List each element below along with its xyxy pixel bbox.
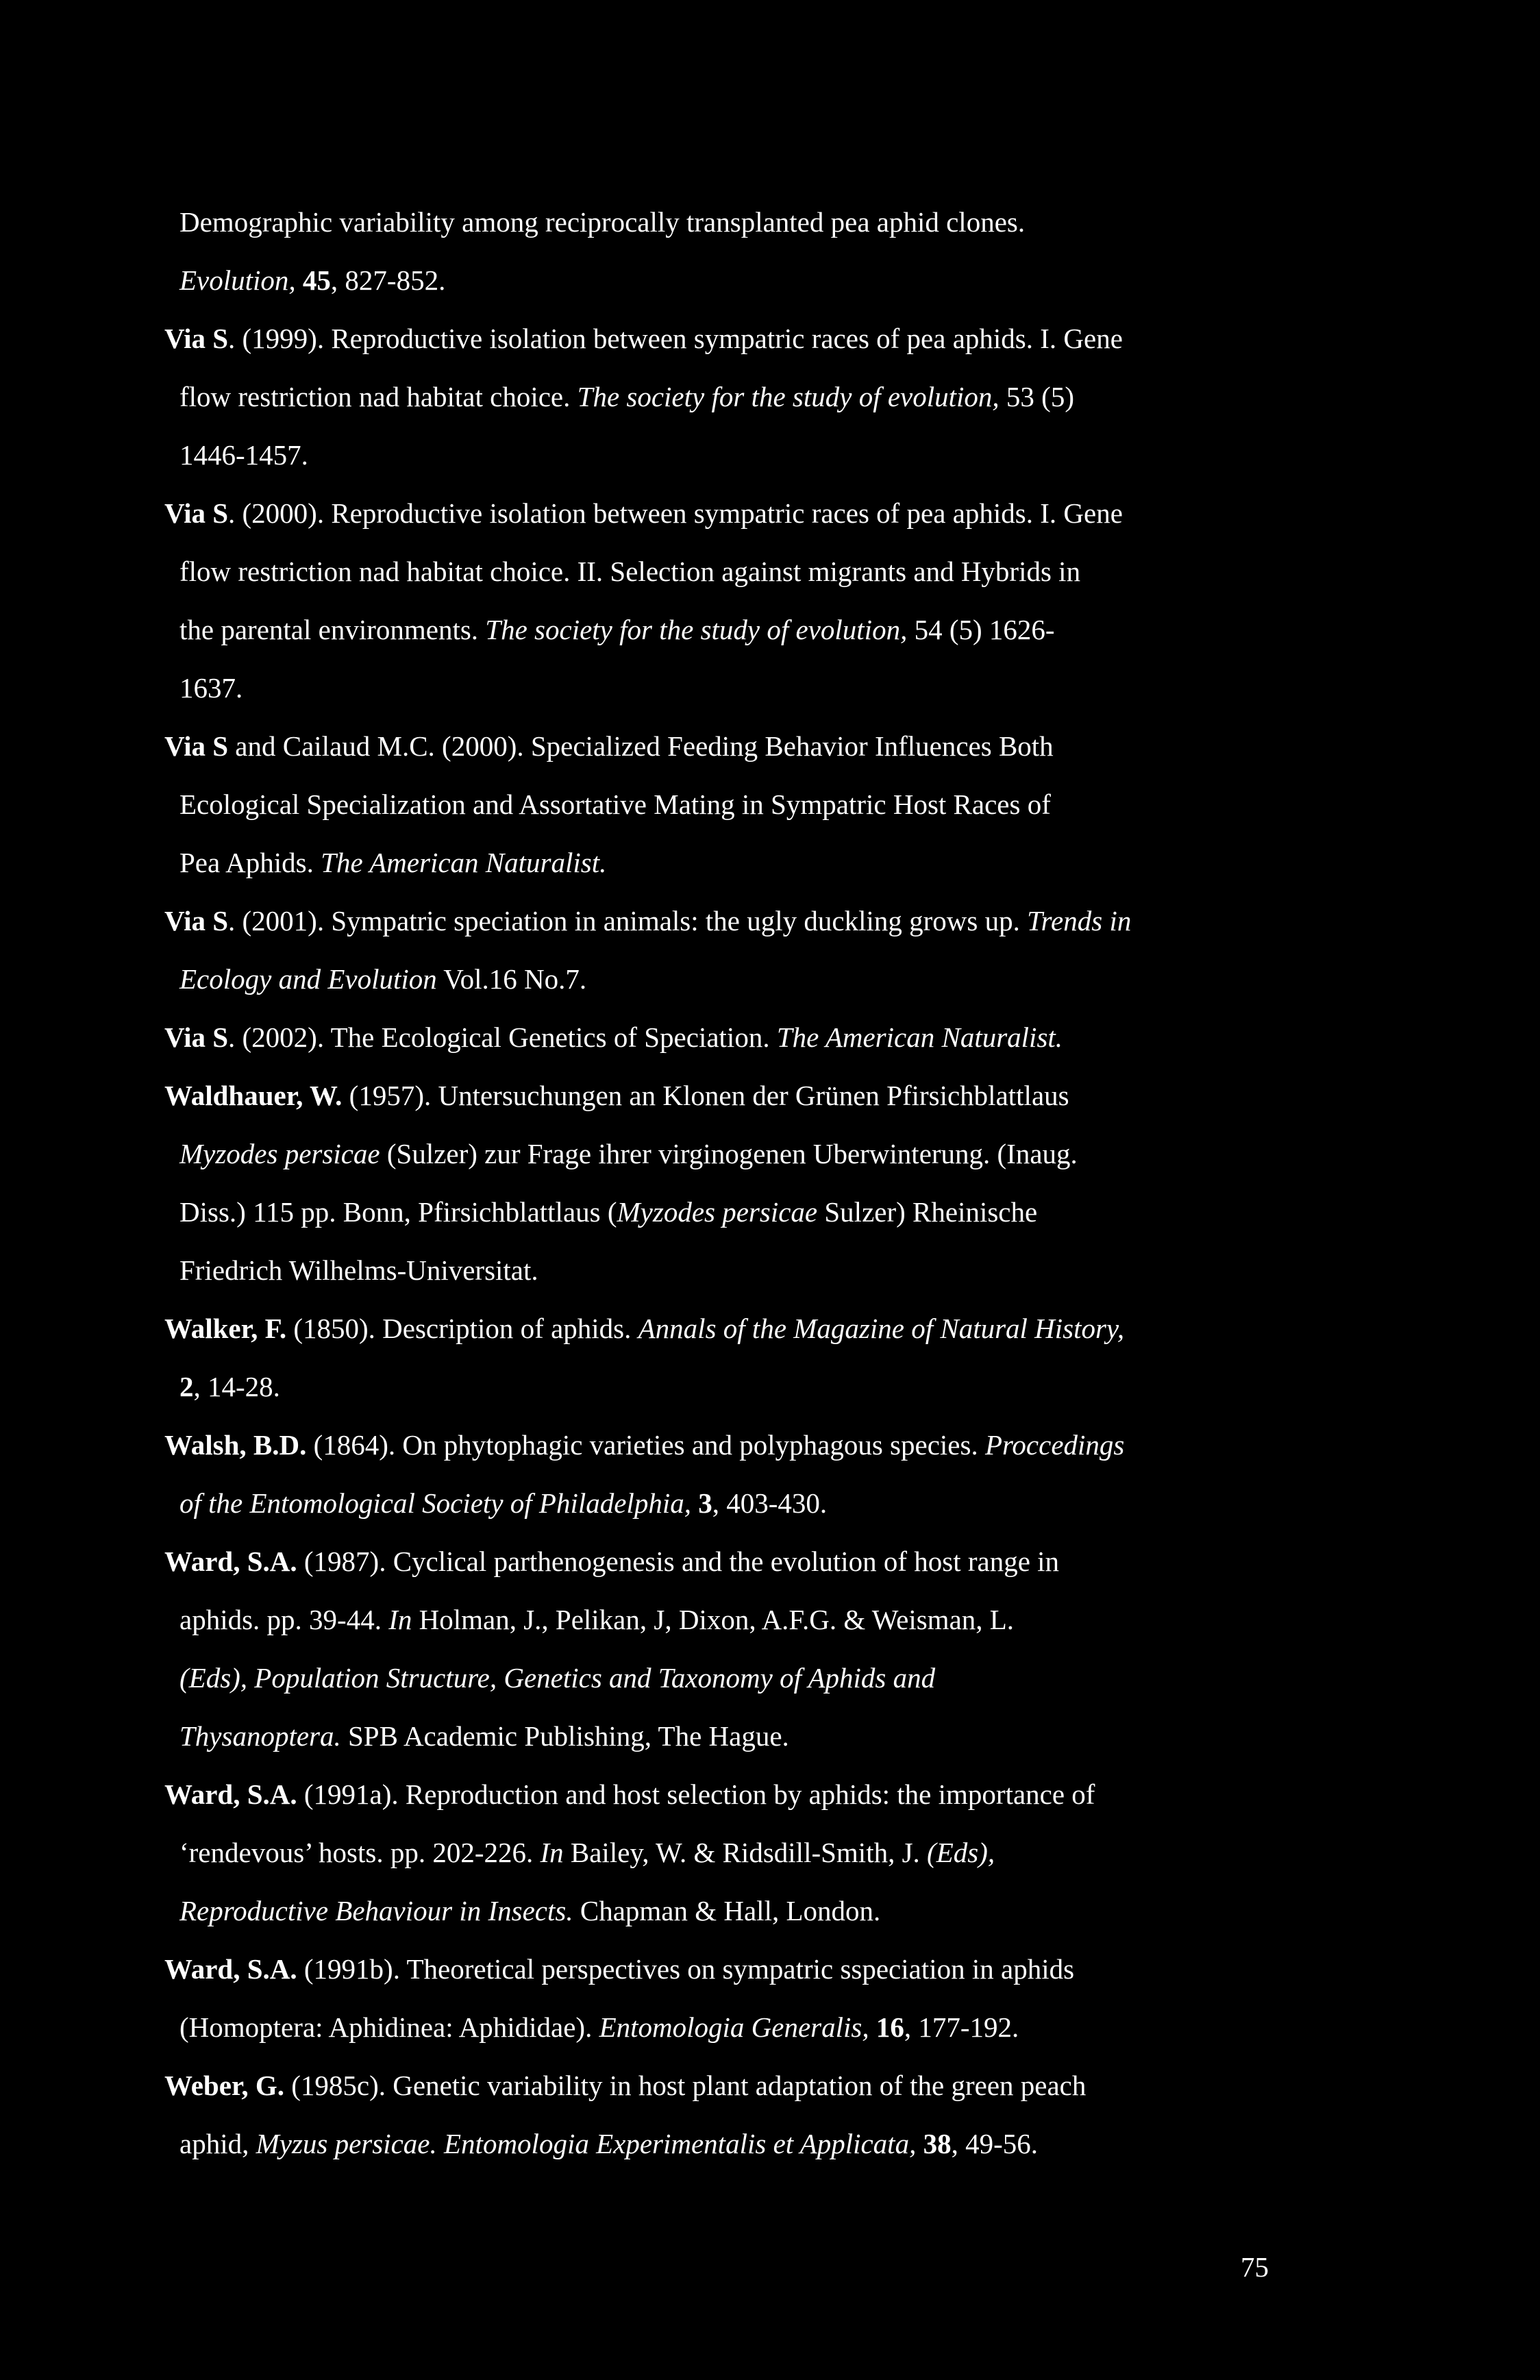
reference-line bbox=[164, 601, 1274, 659]
reference-text: 53 (5) bbox=[999, 381, 1074, 412]
reference-italic-text: (Eds), bbox=[927, 1837, 995, 1868]
reference-bold-text: 16 bbox=[875, 2011, 904, 2043]
reference-bold-text: Via S bbox=[164, 905, 229, 937]
reference-entry bbox=[164, 310, 1274, 484]
reference-line bbox=[164, 1707, 1274, 1765]
reference-text: Vol.16 No.7. bbox=[436, 963, 587, 995]
reference-entry bbox=[164, 484, 1274, 717]
reference-entry bbox=[164, 1300, 1274, 1416]
reference-text: . (1999). Reproductive isolation between sympatric races of pea aphids. I. Gene bbox=[228, 323, 1123, 354]
reference-line bbox=[164, 310, 1274, 368]
reference-text bbox=[437, 2128, 444, 2159]
reference-line bbox=[164, 251, 1274, 310]
reference-italic-text: The American Naturalist. bbox=[321, 847, 607, 878]
reference-italic-text: The American Naturalist. bbox=[776, 1021, 1063, 1053]
reference-line bbox=[164, 484, 1274, 543]
reference-line bbox=[164, 717, 1274, 776]
reference-bold-text: Via S bbox=[164, 497, 229, 529]
reference-entry bbox=[164, 1416, 1274, 1533]
reference-bold-text: Via S bbox=[164, 730, 229, 762]
reference-text bbox=[869, 2011, 876, 2043]
reference-italic-text: In bbox=[388, 1604, 412, 1635]
reference-line bbox=[164, 834, 1274, 892]
reference-bold-text: Weber, G. bbox=[164, 2070, 285, 2101]
reference-text: (Homoptera: Aphidinea: Aphididae). bbox=[179, 2011, 599, 2043]
reference-entry bbox=[164, 892, 1274, 1008]
reference-text: (1991b). Theoretical perspectives on sympatric sspeciation in aphids bbox=[297, 1953, 1075, 1985]
reference-entry bbox=[164, 1067, 1274, 1300]
reference-line bbox=[164, 1008, 1274, 1067]
reference-bold-text: Walker, F. bbox=[164, 1313, 287, 1344]
reference-italic-text: The society for the study of evolution, bbox=[485, 614, 908, 645]
reference-text: 1637. bbox=[179, 672, 243, 704]
reference-text: Chapman & Hall, London. bbox=[573, 1895, 881, 1926]
reference-line bbox=[164, 1882, 1274, 1940]
reference-line bbox=[164, 1416, 1274, 1474]
reference-bold-text: 2 bbox=[179, 1371, 194, 1402]
reference-entry bbox=[164, 2057, 1274, 2173]
reference-italic-text: Entomologia Generalis, bbox=[599, 2011, 869, 2043]
reference-entry bbox=[164, 1008, 1274, 1067]
reference-line bbox=[164, 1765, 1274, 1824]
reference-italic-text: Evolution, bbox=[179, 264, 296, 296]
reference-bold-text: 3 bbox=[698, 1487, 712, 1519]
reference-line bbox=[164, 659, 1274, 717]
reference-text: (1864). On phytophagic varieties and polyphagous species. bbox=[306, 1429, 985, 1461]
reference-bold-text: Via S bbox=[164, 1021, 229, 1053]
reference-line bbox=[164, 543, 1274, 601]
reference-text: 54 (5) 1626- bbox=[907, 614, 1055, 645]
reference-bold-text: Walsh, B.D. bbox=[164, 1429, 307, 1461]
reference-text: (1957). Untersuchungen an Klonen der Grünen Pfirsichblattlaus bbox=[342, 1080, 1069, 1111]
reference-text: Ecological Specialization and Assortative Mating in Sympatric Host Races of bbox=[179, 789, 1051, 820]
reference-italic-text: The society for the study of evolution, bbox=[577, 381, 999, 412]
reference-text bbox=[691, 1487, 698, 1519]
reference-italic-text: Annals of the Magazine of Natural History, bbox=[638, 1313, 1125, 1344]
reference-bold-text: Ward, S.A. bbox=[164, 1546, 297, 1577]
reference-entry bbox=[164, 1765, 1274, 1940]
reference-line bbox=[164, 1591, 1274, 1649]
reference-bold-text: 38 bbox=[923, 2128, 952, 2159]
reference-text: , 827-852. bbox=[330, 264, 446, 296]
reference-italic-text: (Eds), Population Structure, Genetics and Taxonomy of Aphids and bbox=[179, 1662, 936, 1694]
reference-text: Bailey, W. & Ridsdill-Smith, J. bbox=[563, 1837, 928, 1868]
reference-italic-text: In bbox=[540, 1837, 564, 1868]
reference-text: (1991a). Reproduction and host selection by aphids: the importance of bbox=[297, 1778, 1095, 1810]
reference-text: Demographic variability among reciprocally transplanted pea aphid clones. bbox=[179, 206, 1026, 238]
reference-text bbox=[916, 2128, 923, 2159]
reference-text: Sulzer) Rheinische bbox=[817, 1196, 1038, 1228]
reference-line bbox=[164, 193, 1274, 251]
reference-text: . (2001). Sympatric speciation in animals: the ugly duckling grows up. bbox=[228, 905, 1028, 937]
reference-line bbox=[164, 2115, 1274, 2173]
reference-line bbox=[164, 1241, 1274, 1300]
reference-line bbox=[164, 1183, 1274, 1241]
reference-line bbox=[164, 426, 1274, 484]
reference-text: 1446-1457. bbox=[179, 439, 308, 471]
reference-line bbox=[164, 1067, 1274, 1125]
reference-text: Holman, J., Pelikan, J, Dixon, A.F.G. & Weisman, L. bbox=[412, 1604, 1015, 1635]
reference-line bbox=[164, 1300, 1274, 1358]
reference-text: Friedrich Wilhelms-Universitat. bbox=[179, 1254, 538, 1286]
reference-line bbox=[164, 1533, 1274, 1591]
reference-entry bbox=[164, 193, 1274, 310]
reference-italic-text: Myzodes persicae bbox=[617, 1196, 818, 1228]
reference-line bbox=[164, 368, 1274, 426]
reference-text: , 14-28. bbox=[193, 1371, 280, 1402]
reference-text: flow restriction nad habitat choice. II. Selection against migrants and Hybrids in bbox=[179, 556, 1081, 587]
reference-line bbox=[164, 1998, 1274, 2057]
reference-text: (Sulzer) zur Frage ihrer virginogenen Uberwinterung. (Inaug. bbox=[380, 1138, 1078, 1169]
reference-text: Diss.) 115 pp. Bonn, Pfirsichblattlaus ( bbox=[179, 1196, 617, 1228]
reference-text: (1985c). Genetic variability in host plant adaptation of the green peach bbox=[284, 2070, 1086, 2101]
reference-line bbox=[164, 1125, 1274, 1183]
reference-text: aphid, bbox=[179, 2128, 256, 2159]
reference-text: aphids. pp. 39-44. bbox=[179, 1604, 389, 1635]
reference-text bbox=[296, 264, 303, 296]
reference-text: (1987). Cyclical parthenogenesis and the evolution of host range in bbox=[297, 1546, 1060, 1577]
reference-line bbox=[164, 1824, 1274, 1882]
reference-bold-text: Ward, S.A. bbox=[164, 1778, 297, 1810]
reference-list bbox=[164, 193, 1274, 2173]
reference-line bbox=[164, 1358, 1274, 1416]
reference-entry bbox=[164, 1940, 1274, 2057]
reference-text: ‘rendevous’ hosts. pp. 202-226. bbox=[179, 1837, 541, 1868]
reference-line bbox=[164, 2057, 1274, 2115]
reference-italic-text: Entomologia Experimentalis et Applicata, bbox=[444, 2128, 917, 2159]
reference-italic-text: Proccedings bbox=[984, 1429, 1125, 1461]
reference-line bbox=[164, 1649, 1274, 1707]
reference-line bbox=[164, 776, 1274, 834]
page-number: 75 bbox=[1241, 2251, 1269, 2283]
reference-line bbox=[164, 1474, 1274, 1533]
reference-bold-text: Waldhauer, W. bbox=[164, 1080, 343, 1111]
reference-text: and Cailaud M.C. (2000). Specialized Feeding Behavior Influences Both bbox=[228, 730, 1054, 762]
reference-line bbox=[164, 1940, 1274, 1998]
reference-bold-text: 45 bbox=[302, 264, 331, 296]
reference-text: (1850). Description of aphids. bbox=[286, 1313, 638, 1344]
reference-text: flow restriction nad habitat choice. bbox=[179, 381, 578, 412]
reference-text: . (2000). Reproductive isolation between sympatric races of pea aphids. I. Gene bbox=[228, 497, 1123, 529]
reference-italic-text: Trends in bbox=[1027, 905, 1132, 937]
reference-italic-text: of the Entomological Society of Philadelphia, bbox=[179, 1487, 691, 1519]
reference-line bbox=[164, 950, 1274, 1008]
reference-entry bbox=[164, 1533, 1274, 1765]
reference-text: Pea Aphids. bbox=[179, 847, 321, 878]
reference-text: . (2002). The Ecological Genetics of Speciation. bbox=[228, 1021, 777, 1053]
reference-italic-text: Myzus persicae. bbox=[256, 2128, 437, 2159]
reference-text: SPB Academic Publishing, The Hague. bbox=[340, 1720, 789, 1752]
reference-text: , 403-430. bbox=[712, 1487, 828, 1519]
reference-bold-text: Via S bbox=[164, 323, 229, 354]
reference-bold-text: Ward, S.A. bbox=[164, 1953, 297, 1985]
reference-entry bbox=[164, 717, 1274, 892]
reference-italic-text: Thysanoptera. bbox=[179, 1720, 341, 1752]
reference-line bbox=[164, 892, 1274, 950]
reference-text: , 177-192. bbox=[904, 2011, 1019, 2043]
reference-text: , 49-56. bbox=[951, 2128, 1038, 2159]
reference-text: the parental environments. bbox=[179, 614, 486, 645]
reference-italic-text: Reproductive Behaviour in Insects. bbox=[179, 1895, 573, 1926]
reference-italic-text: Myzodes persicae bbox=[179, 1138, 380, 1169]
reference-italic-text: Ecology and Evolution bbox=[179, 963, 437, 995]
